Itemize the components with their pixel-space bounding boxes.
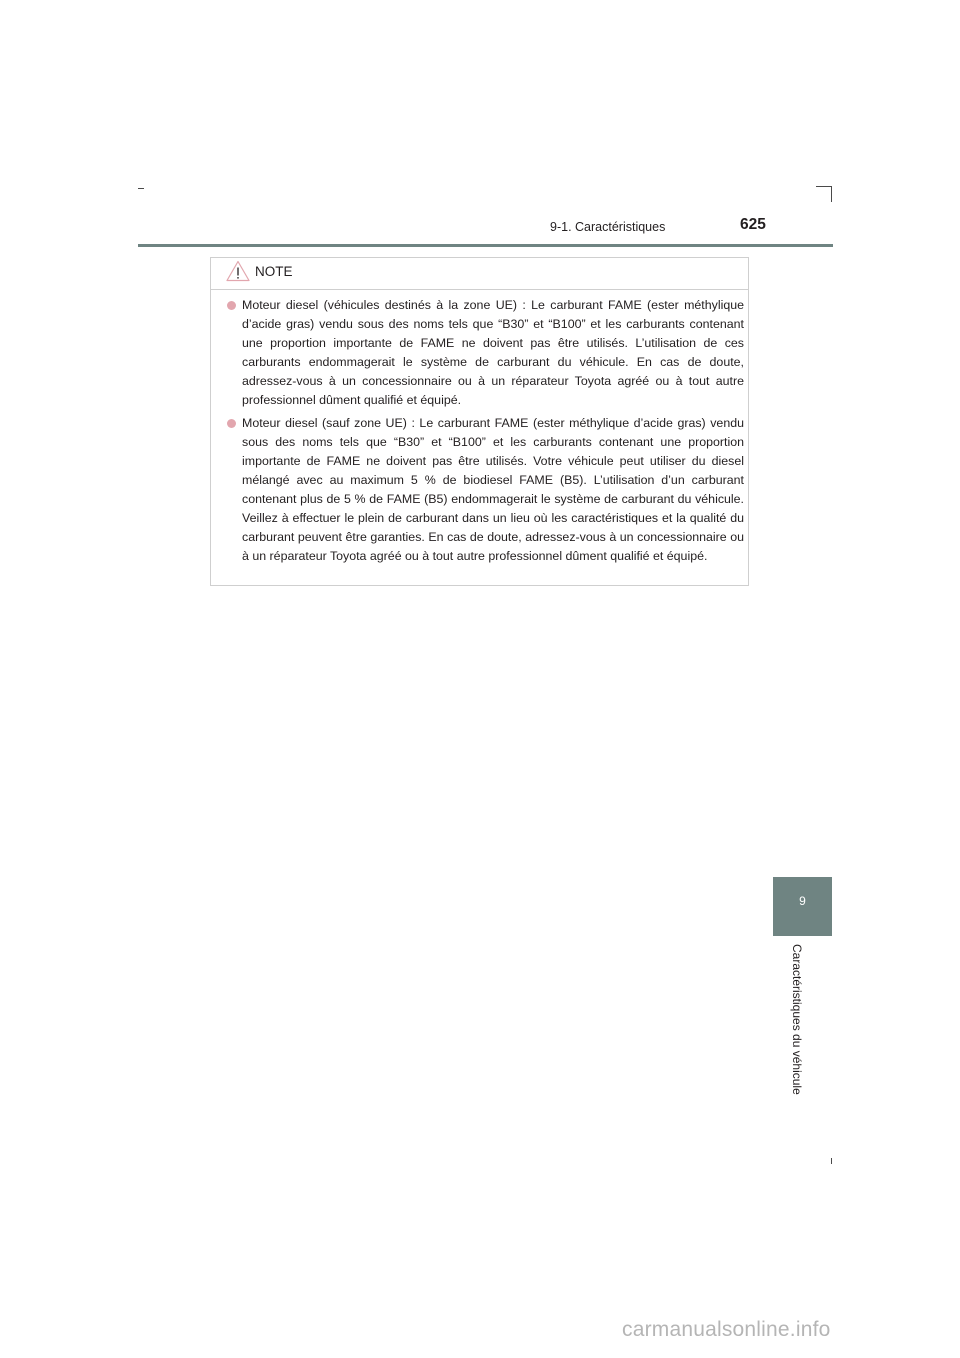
crop-mark-top-left [138, 188, 144, 189]
bullet-icon [227, 419, 236, 428]
warning-triangle-icon [226, 260, 250, 282]
chapter-title-wrap [773, 944, 821, 1114]
page-number: 625 [740, 216, 766, 233]
note-item [227, 296, 744, 410]
header-rule [138, 244, 833, 247]
note-item [227, 414, 744, 566]
note-box [210, 257, 749, 586]
watermark: carmanualsonline.info [622, 1318, 831, 1341]
crop-mark-top-right-h [816, 186, 832, 187]
bullet-icon [227, 301, 236, 310]
crop-mark-top-right-v [831, 186, 832, 202]
note-body [227, 296, 744, 570]
note-item-text: Moteur diesel (véhicules destinés à la zone UE) : Le carburant FAME (ester méthylique d’acide gras) vendu sous des noms tels que “B30” et “B100” et les carburants contenant une proportion importante de FAME ne doivent pas être utilisés. L’utilisation de ces carburants endommagerait le système de carburant du véhicule. En cas de doute, adressez-vous à un concessionnaire ou à un réparateur Toyota agréé ou à tout autre professionnel dûment qualifié et équipé. [242, 298, 744, 407]
crop-mark-bottom-right [831, 1158, 832, 1164]
note-item-text: Moteur diesel (sauf zone UE) : Le carburant FAME (ester méthylique d’acide gras) vendu sous des noms tels que “B30” et “B100” et les carburants contenant une proportion importante de FAME ne doivent pas être utilisés. Votre véhicule peut utiliser du diesel mélangé avec au maximum 5 % de biodiesel FAME (B5). L’utilisation d’un carburant contenant plus de 5 % de FAME (B5) endommagerait le système de carburant du véhicule. Veillez à effectuer le plein de carburant dans un lieu où les caractéristiques et la qualité du carburant peuvent être garanties. En cas de doute, adressez-vous à un concessionnaire ou à un réparateur Toyota agréé ou à tout autre professionnel dûment qualifié et équipé. [242, 416, 744, 563]
note-header [211, 258, 748, 290]
chapter-number: 9 [799, 894, 806, 908]
note-title: NOTE [255, 264, 293, 279]
chapter-tab [773, 877, 832, 936]
chapter-title: Caractéristiques du véhicule [790, 944, 804, 1095]
section-title: 9-1. Caractéristiques [550, 220, 666, 234]
